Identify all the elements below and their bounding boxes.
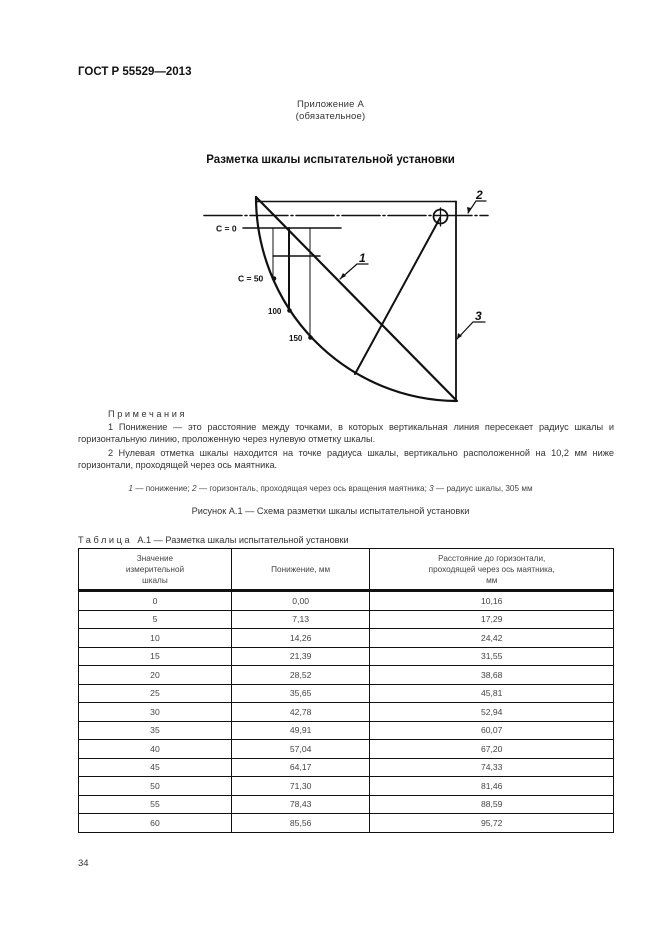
cell-distance: 52,94	[370, 703, 614, 722]
label-c0: C = 0	[216, 223, 237, 234]
legend-text-2: — горизонталь, проходящая через ось вращения маятника;	[196, 484, 430, 493]
table-row	[79, 666, 614, 685]
table-row	[79, 721, 614, 740]
document-header: ГОСТ Р 55529—2013	[78, 66, 192, 78]
cell-scale-value: 5	[79, 610, 232, 629]
cell-reduction: 71,30	[231, 777, 370, 796]
note-1: 1 Понижение — это расстояние между точками, в которых вертикальная линия пересекает радиус шкалы и горизонтальную линию, проложенную через нулевую отметку шкалы.	[78, 422, 614, 444]
cell-distance: 74,33	[370, 758, 614, 777]
table-row	[79, 795, 614, 814]
table-row	[79, 777, 614, 796]
scale-diagram	[0, 180, 661, 410]
table-row	[79, 758, 614, 777]
label-150: 150	[289, 334, 303, 343]
cell-distance: 88,59	[370, 795, 614, 814]
scale-marking-table	[78, 548, 614, 833]
table-row	[79, 629, 614, 648]
annex-status: (обязательное)	[295, 111, 366, 122]
notes-heading: Примечания	[108, 409, 188, 419]
column-header-reduction: Понижение, мм	[231, 549, 370, 591]
legend-num-3: 3	[429, 484, 434, 493]
cell-scale-value: 15	[79, 647, 232, 666]
legend-text-3: — радиус шкалы, 305 мм	[433, 484, 533, 493]
cell-scale-value: 10	[79, 629, 232, 648]
cell-scale-value: 0	[79, 591, 232, 611]
pendulum-line	[355, 218, 440, 374]
callout-3-label: 3	[475, 309, 482, 323]
legend-num-2: 2	[192, 484, 197, 493]
figure-caption: Рисунок А.1 — Схема разметки шкалы испытательной установки	[191, 506, 470, 516]
cell-distance: 24,42	[370, 629, 614, 648]
table-caption	[78, 535, 349, 545]
table-row	[79, 703, 614, 722]
callout-2-label: 2	[476, 188, 483, 202]
page-number: 34	[78, 858, 89, 869]
annex-label: Приложение А	[296, 99, 365, 110]
cell-reduction: 57,04	[231, 740, 370, 759]
cell-reduction: 85,56	[231, 814, 370, 833]
cell-reduction: 21,39	[231, 647, 370, 666]
table-row	[79, 610, 614, 629]
label-100: 100	[268, 307, 282, 316]
table-header-row	[79, 549, 614, 591]
cell-distance: 67,20	[370, 740, 614, 759]
table-row	[79, 647, 614, 666]
legend-num-1: 1	[128, 484, 133, 493]
cell-scale-value: 55	[79, 795, 232, 814]
table-caption-prefix: Таблица	[78, 535, 133, 545]
column-header-distance: Расстояние до горизонтали, проходящей через ось маятника, мм	[370, 549, 614, 591]
cell-scale-value: 25	[79, 684, 232, 703]
cell-distance: 31,55	[370, 647, 614, 666]
table-row	[79, 591, 614, 611]
cell-reduction: 0,00	[231, 591, 370, 611]
table-row	[79, 740, 614, 759]
cell-scale-value: 40	[79, 740, 232, 759]
cell-reduction: 64,17	[231, 758, 370, 777]
label-c50: C = 50	[238, 273, 264, 284]
cell-distance: 95,72	[370, 814, 614, 833]
annex-title	[0, 99, 661, 123]
cell-reduction: 14,26	[231, 629, 370, 648]
legend-text-1: — понижение;	[132, 484, 193, 493]
cell-distance: 38,68	[370, 666, 614, 685]
cell-distance: 81,46	[370, 777, 614, 796]
table-row	[79, 814, 614, 833]
section-title: Разметка шкалы испытательной установки	[206, 154, 455, 166]
cell-scale-value: 35	[79, 721, 232, 740]
figure-legend	[0, 484, 661, 493]
cell-distance: 17,29	[370, 610, 614, 629]
callout-1-label: 1	[359, 251, 366, 265]
column-header-scale-value: Значение измерительной шкалы	[79, 549, 232, 591]
cell-distance: 10,16	[370, 591, 614, 611]
cell-reduction: 28,52	[231, 666, 370, 685]
cell-reduction: 35,65	[231, 684, 370, 703]
cell-reduction: 42,78	[231, 703, 370, 722]
cell-reduction: 7,13	[231, 610, 370, 629]
cell-scale-value: 50	[79, 777, 232, 796]
cell-scale-value: 45	[79, 758, 232, 777]
callout-2-leader	[468, 201, 486, 213]
figure-notes	[78, 408, 614, 473]
table-row	[79, 684, 614, 703]
cell-scale-value: 30	[79, 703, 232, 722]
cell-distance: 45,81	[370, 684, 614, 703]
cell-distance: 60,07	[370, 721, 614, 740]
cell-reduction: 49,91	[231, 721, 370, 740]
table-caption-title: А.1 — Разметка шкалы испытательной установки	[132, 535, 349, 545]
note-2: 2 Нулевая отметка шкалы находится на точке радиуса шкалы, вертикально расположенной на 10,2 мм ниже горизонтали, проходящей через ось маятника.	[78, 448, 614, 470]
cell-reduction: 78,43	[231, 795, 370, 814]
cell-scale-value: 60	[79, 814, 232, 833]
cell-scale-value: 20	[79, 666, 232, 685]
